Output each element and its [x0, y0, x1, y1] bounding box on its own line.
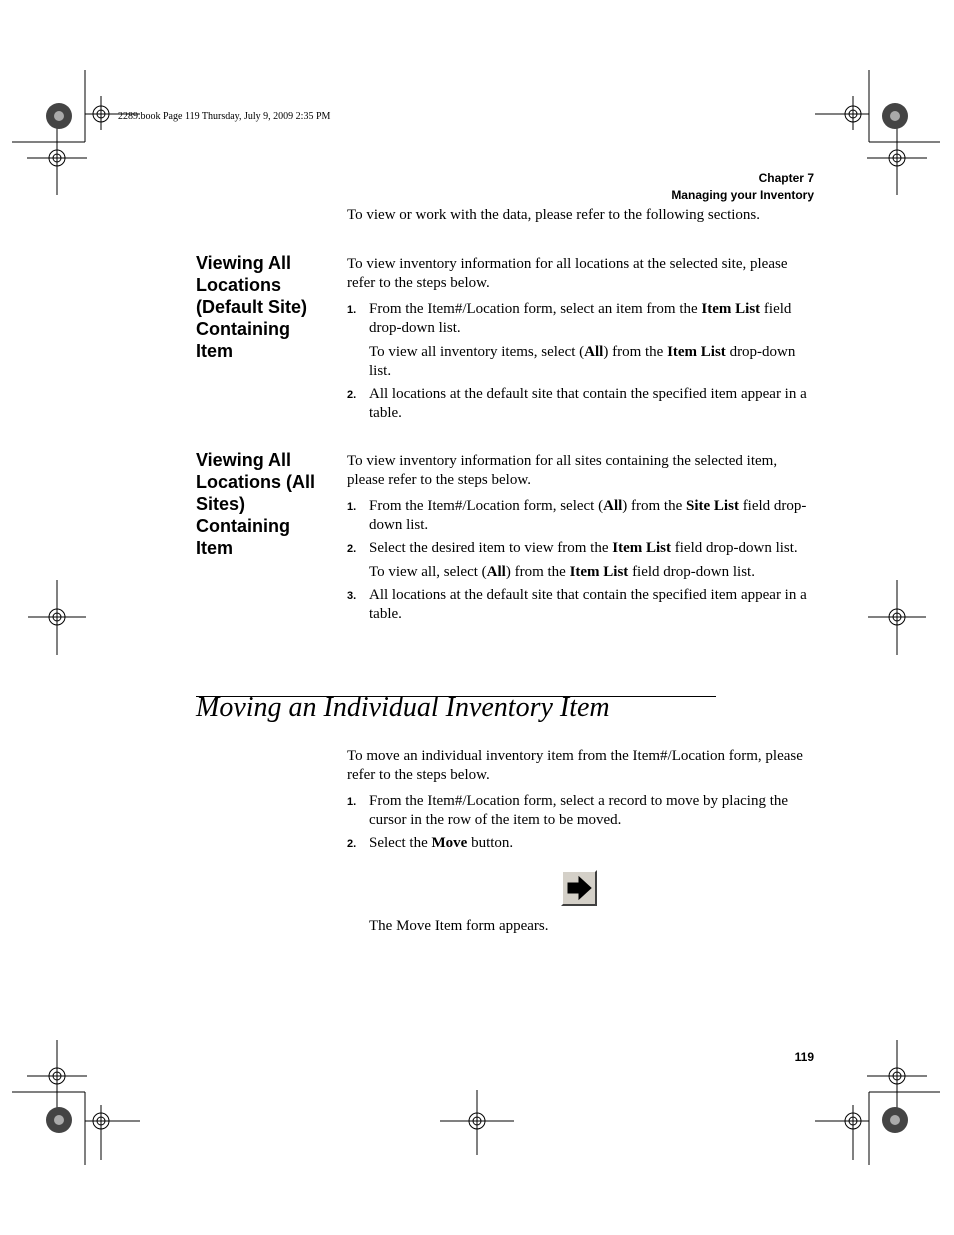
step-number: 1.: [347, 796, 357, 808]
step-number: 3.: [347, 590, 357, 602]
section2-step2-note: To view all, select (All) from the Item List field drop-down list.: [369, 564, 755, 580]
move-button[interactable]: [561, 870, 597, 906]
section1-step1: From the Item#/Location form, select an item from the Item List field drop-down list.: [369, 301, 792, 336]
section2-step1: From the Item#/Location form, select (All) from the Site List field drop-down list.: [369, 498, 807, 533]
section2-step3: All locations at the default site that contain the specified item appear in a table.: [369, 587, 807, 622]
print-slug: 2289.book Page 119 Thursday, July 9, 2009 2:35 PM: [118, 111, 331, 122]
step-number: 2.: [347, 543, 357, 555]
chapter-title: Managing your Inventory: [671, 188, 814, 202]
step-number: 2.: [347, 838, 357, 850]
section3-heading: Moving an Individual Inventory Item: [196, 692, 610, 723]
section3-intro: To move an individual inventory item from the Item#/Location form, please refer to the steps below.: [347, 748, 803, 783]
section1-intro: To view inventory information for all locations at the selected site, please refer to the steps below.: [347, 256, 788, 291]
section1-heading: Viewing All Locations (Default Site) Containing Item: [196, 253, 308, 361]
section3-step1: From the Item#/Location form, select a record to move by placing the cursor in the row of the item to be moved.: [369, 793, 789, 828]
section1-step1-note: To view all inventory items, select (All) from the Item List drop-down list.: [369, 344, 796, 379]
page-number: 119: [794, 1050, 814, 1064]
section1-step2: All locations at the default site that contain the specified item appear in a table.: [369, 386, 807, 421]
right-arrow-icon: [563, 872, 595, 904]
step-number: 1.: [347, 304, 357, 316]
section2-step2: Select the desired item to view from the Item List field drop-down list.: [369, 540, 798, 556]
intro-paragraph: To view or work with the data, please refer to the following sections.: [347, 207, 760, 223]
section3-result: The Move Item form appears.: [369, 918, 549, 934]
section3-step2: Select the Move button.: [369, 835, 514, 851]
section2-heading: Viewing All Locations (All Sites) Containing Item: [196, 450, 316, 558]
step-number: 2.: [347, 389, 357, 401]
chapter-label: Chapter 7: [758, 171, 814, 185]
step-number: 1.: [347, 501, 357, 513]
section2-intro: To view inventory information for all sites containing the selected item, please refer to the steps below.: [347, 453, 778, 488]
